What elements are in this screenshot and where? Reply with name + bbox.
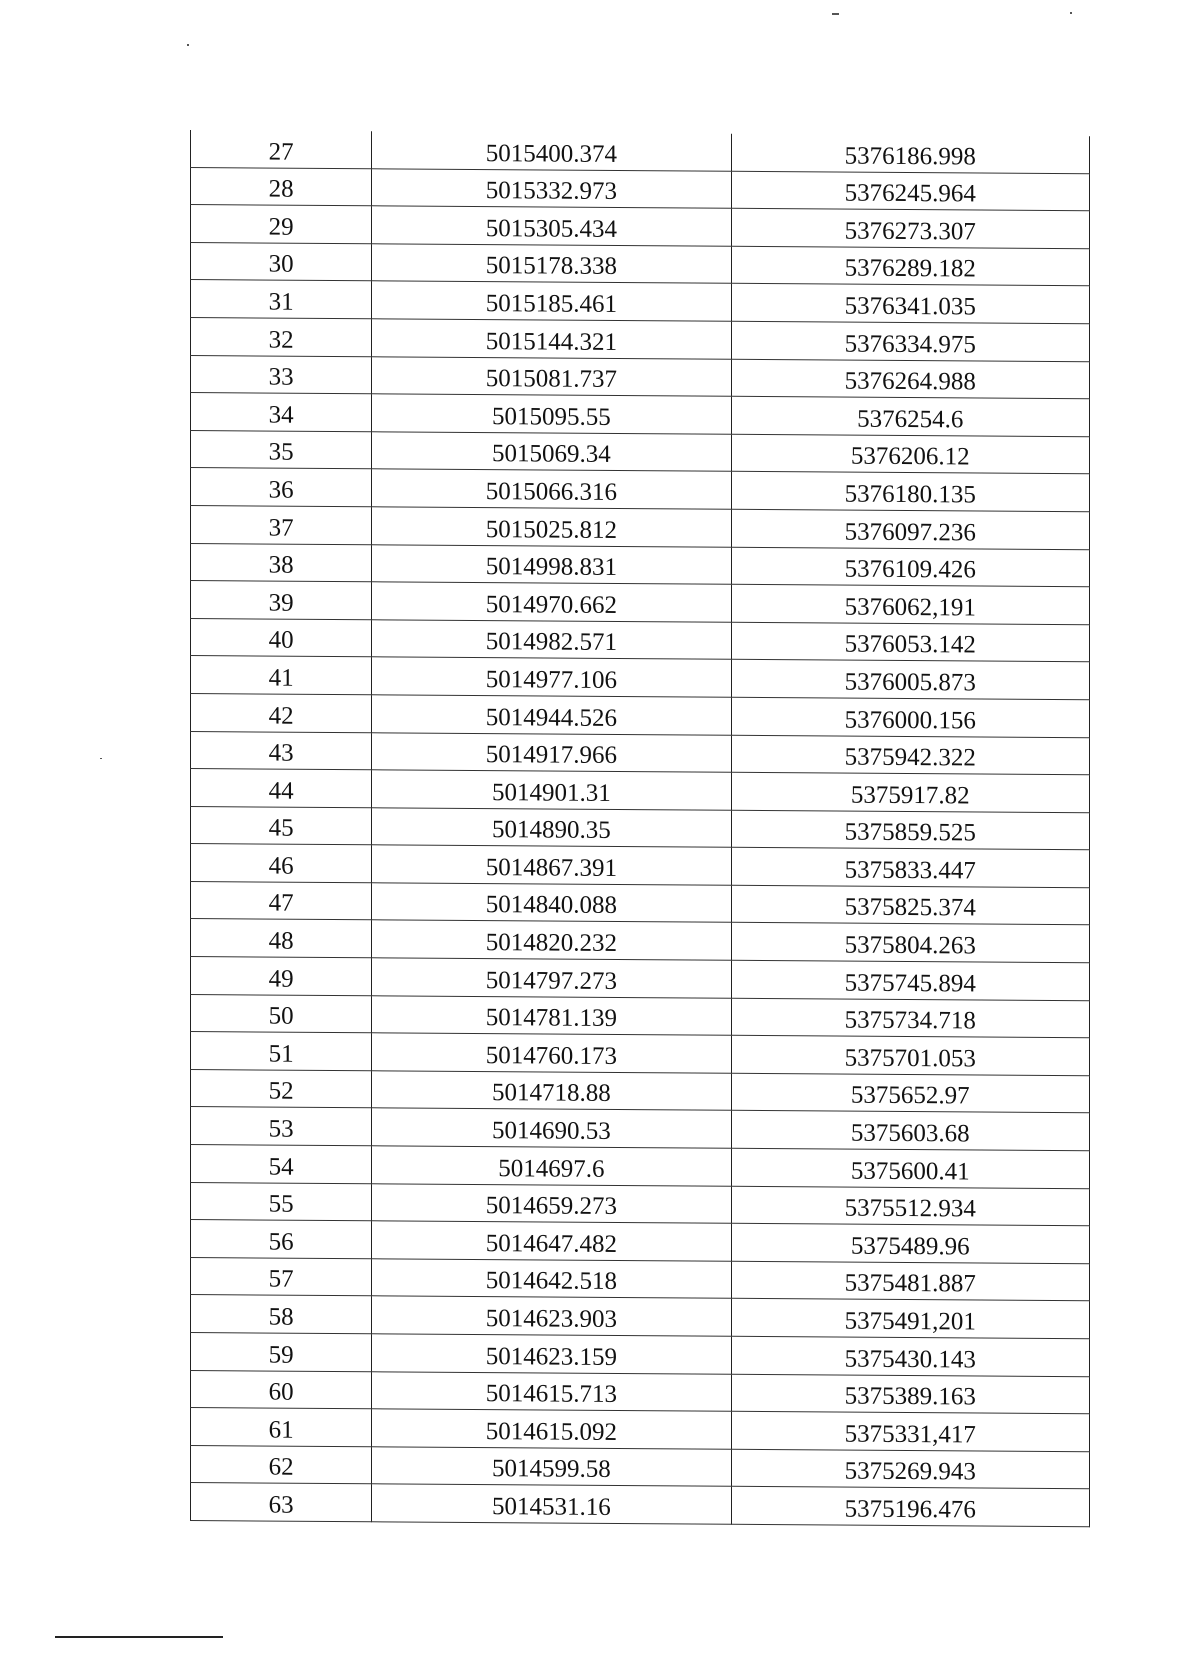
x-coordinate-cell: 5015025.812 xyxy=(372,507,731,547)
y-coordinate-cell: 5376186.998 xyxy=(731,134,1089,174)
point-number-cell: 27 xyxy=(191,130,372,168)
x-coordinate-cell: 5014659.273 xyxy=(372,1183,731,1223)
x-coordinate-cell: 5015095.55 xyxy=(372,394,731,434)
y-coordinate-cell: 5376334.975 xyxy=(731,321,1089,361)
table-row xyxy=(191,1370,1090,1414)
x-coordinate-cell: 5015066.316 xyxy=(372,469,731,509)
y-coordinate-cell: 5376062,191 xyxy=(731,584,1089,624)
table-row xyxy=(191,994,1090,1038)
x-coordinate-cell: 5015185.461 xyxy=(372,281,731,321)
table-row xyxy=(191,355,1090,399)
scan-speck xyxy=(100,758,102,759)
x-coordinate-cell: 5014890.35 xyxy=(372,807,731,847)
point-number-cell: 49 xyxy=(191,957,372,996)
table-row xyxy=(191,1483,1090,1527)
table-row xyxy=(191,581,1090,625)
coordinates-table-body xyxy=(191,130,1090,1527)
table-row xyxy=(191,1257,1090,1301)
table-row xyxy=(191,1182,1090,1226)
y-coordinate-cell: 5375489.96 xyxy=(731,1223,1089,1263)
table-row xyxy=(191,1069,1090,1113)
y-coordinate-cell: 5375430.143 xyxy=(731,1336,1089,1376)
point-number-cell: 40 xyxy=(191,618,372,657)
table-row xyxy=(191,1220,1090,1264)
x-coordinate-cell: 5014623.903 xyxy=(372,1296,731,1336)
x-coordinate-cell: 5014599.58 xyxy=(372,1447,731,1487)
point-number-cell: 58 xyxy=(191,1295,372,1334)
table-row xyxy=(191,468,1090,512)
x-coordinate-cell: 5014977.106 xyxy=(372,657,731,697)
y-coordinate-cell: 5375196.476 xyxy=(731,1487,1089,1527)
y-coordinate-cell: 5376289.182 xyxy=(731,246,1089,286)
table-row xyxy=(191,205,1090,249)
point-number-cell: 29 xyxy=(191,205,372,244)
y-coordinate-cell: 5376180.135 xyxy=(731,472,1089,512)
x-coordinate-cell: 5014867.391 xyxy=(372,845,731,885)
point-number-cell: 62 xyxy=(191,1445,372,1484)
x-coordinate-cell: 5014944.526 xyxy=(372,695,731,735)
point-number-cell: 36 xyxy=(191,468,372,507)
x-coordinate-cell: 5014840.088 xyxy=(372,883,731,923)
table-row xyxy=(191,769,1090,813)
x-coordinate-cell: 5014697.6 xyxy=(372,1146,731,1186)
point-number-cell: 61 xyxy=(191,1408,372,1447)
table-row xyxy=(191,430,1090,474)
table-row xyxy=(191,1445,1090,1489)
x-coordinate-cell: 5015144.321 xyxy=(372,319,731,359)
y-coordinate-cell: 5375942.322 xyxy=(731,735,1089,775)
table-row xyxy=(191,1145,1090,1189)
table-row xyxy=(191,656,1090,700)
point-number-cell: 63 xyxy=(191,1483,372,1522)
point-number-cell: 53 xyxy=(191,1107,372,1146)
table-row xyxy=(191,618,1090,662)
table-row xyxy=(191,280,1090,324)
x-coordinate-cell: 5015069.34 xyxy=(372,432,731,472)
table-row xyxy=(191,1295,1090,1339)
y-coordinate-cell: 5375389.163 xyxy=(731,1374,1089,1414)
x-coordinate-cell: 5015400.374 xyxy=(372,131,731,171)
table-row xyxy=(191,1408,1090,1452)
x-coordinate-cell: 5015305.434 xyxy=(372,206,731,246)
y-coordinate-cell: 5375734.718 xyxy=(731,998,1089,1038)
x-coordinate-cell: 5014901.31 xyxy=(372,770,731,810)
table-row xyxy=(191,844,1090,888)
x-coordinate-cell: 5014642.518 xyxy=(372,1259,731,1299)
y-coordinate-cell: 5375481.887 xyxy=(731,1261,1089,1301)
point-number-cell: 51 xyxy=(191,1032,372,1071)
point-number-cell: 34 xyxy=(191,393,372,432)
y-coordinate-cell: 5375269.943 xyxy=(731,1449,1089,1489)
table-row xyxy=(191,543,1090,587)
point-number-cell: 44 xyxy=(191,769,372,808)
table-row xyxy=(191,130,1090,173)
y-coordinate-cell: 5376341.035 xyxy=(731,284,1089,324)
table-row xyxy=(191,167,1090,211)
y-coordinate-cell: 5376273.307 xyxy=(731,208,1089,248)
point-number-cell: 60 xyxy=(191,1370,372,1409)
x-coordinate-cell: 5014615.713 xyxy=(372,1371,731,1411)
table-row xyxy=(191,505,1090,549)
x-coordinate-cell: 5014647.482 xyxy=(372,1221,731,1261)
table-row xyxy=(191,881,1090,925)
x-coordinate-cell: 5014781.139 xyxy=(372,995,731,1035)
y-coordinate-cell: 5375917.82 xyxy=(731,772,1089,812)
point-number-cell: 38 xyxy=(191,543,372,582)
y-coordinate-cell: 5375491,201 xyxy=(731,1299,1089,1339)
point-number-cell: 59 xyxy=(191,1333,372,1372)
y-coordinate-cell: 5376005.873 xyxy=(731,660,1089,700)
point-number-cell: 55 xyxy=(191,1182,372,1221)
point-number-cell: 47 xyxy=(191,881,372,920)
y-coordinate-cell: 5375600.41 xyxy=(731,1148,1089,1188)
table-row xyxy=(191,317,1090,361)
table-row xyxy=(191,1107,1090,1151)
y-coordinate-cell: 5375825.374 xyxy=(731,885,1089,925)
point-number-cell: 57 xyxy=(191,1257,372,1296)
y-coordinate-cell: 5376000.156 xyxy=(731,697,1089,737)
y-coordinate-cell: 5376254.6 xyxy=(731,396,1089,436)
y-coordinate-cell: 5376206.12 xyxy=(731,434,1089,474)
y-coordinate-cell: 5376109.426 xyxy=(731,547,1089,587)
table-row xyxy=(191,806,1090,850)
table-row xyxy=(191,1333,1090,1377)
point-number-cell: 39 xyxy=(191,581,372,620)
table-row xyxy=(191,393,1090,437)
scan-speck xyxy=(187,44,189,46)
point-number-cell: 45 xyxy=(191,806,372,845)
x-coordinate-cell: 5014760.173 xyxy=(372,1033,731,1073)
coordinates-table xyxy=(190,130,1090,1527)
point-number-cell: 30 xyxy=(191,242,372,281)
x-coordinate-cell: 5014970.662 xyxy=(372,582,731,622)
point-number-cell: 48 xyxy=(191,919,372,958)
point-number-cell: 52 xyxy=(191,1069,372,1108)
point-number-cell: 41 xyxy=(191,656,372,695)
x-coordinate-cell: 5015081.737 xyxy=(372,356,731,396)
table-row xyxy=(191,242,1090,286)
table-row xyxy=(191,693,1090,737)
y-coordinate-cell: 5375331,417 xyxy=(731,1411,1089,1451)
y-coordinate-cell: 5375603.68 xyxy=(731,1111,1089,1151)
point-number-cell: 46 xyxy=(191,844,372,883)
x-coordinate-cell: 5015178.338 xyxy=(372,244,731,284)
point-number-cell: 50 xyxy=(191,994,372,1033)
x-coordinate-cell: 5014917.966 xyxy=(372,732,731,772)
x-coordinate-cell: 5014615.092 xyxy=(372,1409,731,1449)
y-coordinate-cell: 5375701.053 xyxy=(731,1036,1089,1076)
x-coordinate-cell: 5014623.159 xyxy=(372,1334,731,1374)
x-coordinate-cell: 5014998.831 xyxy=(372,544,731,584)
point-number-cell: 35 xyxy=(191,430,372,469)
point-number-cell: 32 xyxy=(191,317,372,356)
point-number-cell: 56 xyxy=(191,1220,372,1259)
point-number-cell: 43 xyxy=(191,731,372,770)
table-row xyxy=(191,957,1090,1001)
y-coordinate-cell: 5375512.934 xyxy=(731,1186,1089,1226)
point-number-cell: 33 xyxy=(191,355,372,394)
y-coordinate-cell: 5375804.263 xyxy=(731,923,1089,963)
x-coordinate-cell: 5014718.88 xyxy=(372,1071,731,1111)
x-coordinate-cell: 5014982.571 xyxy=(372,619,731,659)
point-number-cell: 31 xyxy=(191,280,372,319)
y-coordinate-cell: 5376264.988 xyxy=(731,359,1089,399)
point-number-cell: 42 xyxy=(191,693,372,732)
y-coordinate-cell: 5375652.97 xyxy=(731,1073,1089,1113)
x-coordinate-cell: 5015332.973 xyxy=(372,168,731,208)
y-coordinate-cell: 5375745.894 xyxy=(731,960,1089,1000)
x-coordinate-cell: 5014797.273 xyxy=(372,958,731,998)
y-coordinate-cell: 5375833.447 xyxy=(731,848,1089,888)
y-coordinate-cell: 5376245.964 xyxy=(731,171,1089,211)
y-coordinate-cell: 5376097.236 xyxy=(731,509,1089,549)
table-row xyxy=(191,1032,1090,1076)
point-number-cell: 54 xyxy=(191,1145,372,1184)
table-row xyxy=(191,919,1090,963)
y-coordinate-cell: 5376053.142 xyxy=(731,622,1089,662)
point-number-cell: 28 xyxy=(191,167,372,206)
x-coordinate-cell: 5014690.53 xyxy=(372,1108,731,1148)
table-row xyxy=(191,731,1090,775)
scan-speck xyxy=(1070,12,1072,14)
scan-speck xyxy=(832,13,839,15)
x-coordinate-cell: 5014820.232 xyxy=(372,920,731,960)
x-coordinate-cell: 5014531.16 xyxy=(372,1484,731,1524)
y-coordinate-cell: 5375859.525 xyxy=(731,810,1089,850)
footnote-separator xyxy=(55,1636,223,1638)
point-number-cell: 37 xyxy=(191,505,372,544)
